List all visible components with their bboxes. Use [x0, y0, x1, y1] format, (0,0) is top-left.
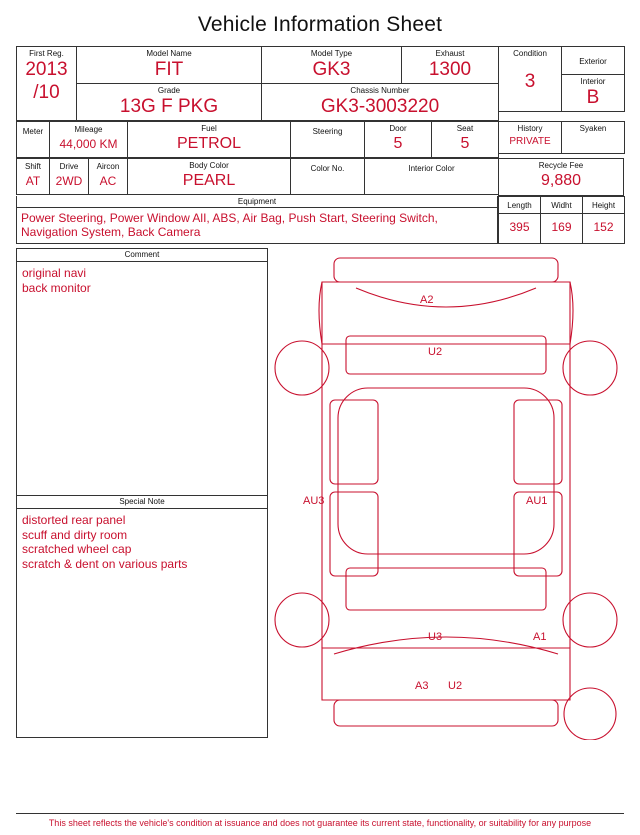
- special-note-label: Special Note: [17, 496, 267, 509]
- table-row: [499, 213, 625, 243]
- equipment-label: Equipment: [17, 196, 497, 208]
- exhaust-label: Exhaust: [435, 49, 465, 58]
- recycle-fee-label: Recycle Fee: [538, 161, 584, 170]
- table-row: [499, 47, 625, 75]
- header-left: [16, 46, 498, 121]
- fuel-label: Fuel: [201, 124, 217, 133]
- condition-value: 3: [524, 71, 536, 92]
- first-reg-year: 2013: [25, 59, 68, 80]
- special-note-line: scratch & dent on various parts: [22, 556, 188, 571]
- dimensions-table: [498, 196, 625, 244]
- diagram-mark-au3: AU3: [303, 495, 325, 507]
- width-label: Widht: [551, 200, 572, 210]
- table-row: [17, 84, 499, 121]
- first-reg-label: First Reg.: [29, 49, 64, 58]
- vehicle-diagram-column: [268, 248, 624, 740]
- spec-row-2-right: [498, 121, 625, 154]
- meter-label: Meter: [22, 126, 44, 136]
- spec-row-2-left: [16, 121, 499, 158]
- header-right: [498, 46, 624, 121]
- equipment-text: Power Steering, Power Window AlI, ABS, Air Bag, Push Start, Steering Switch, Navigation System, Back Camera: [21, 211, 438, 239]
- comment-line: back monitor: [22, 280, 91, 295]
- diagram-mark-a2: A2: [420, 294, 434, 306]
- footer-disclaimer: This sheet reflects the vehicle's condition at issuance and does not guarantee its current state, functionality, or suitability for any purpose: [16, 813, 624, 829]
- table-row: [499, 197, 625, 214]
- chassis-label: Chassis Number: [350, 86, 410, 95]
- header-block: [16, 46, 624, 121]
- fuel-value: PETROL: [176, 135, 241, 152]
- interior-color-label: Interior Color: [408, 163, 455, 173]
- equipment-row: [16, 196, 624, 244]
- special-note-line: scuff and dirty room: [22, 527, 128, 542]
- comment-panel: [16, 248, 268, 496]
- diagram-mark-u3: U3: [428, 631, 443, 643]
- first-reg-month: /10: [33, 82, 60, 103]
- condition-table: [498, 46, 625, 112]
- comment-body: [17, 262, 267, 299]
- body-color-label: Body Color: [189, 161, 229, 170]
- height-label: Height: [591, 200, 616, 210]
- table-row: [17, 47, 499, 84]
- diagram-mark-u2: U2: [428, 346, 443, 358]
- comment-label: Comment: [17, 249, 267, 262]
- spec-row-3-left: [16, 158, 499, 195]
- special-note-line: distorted rear panel: [22, 513, 126, 527]
- body-color-value: PEARL: [182, 172, 236, 189]
- special-note-body: [17, 509, 267, 575]
- recycle-fee-table: [498, 158, 624, 196]
- width-value: 169: [551, 220, 572, 235]
- page-title: Vehicle Information Sheet: [197, 13, 443, 36]
- diagram-mark-u2-rear: U2: [448, 680, 463, 692]
- door-value: 5: [393, 135, 403, 152]
- header-left-table: [16, 46, 499, 121]
- table-row: [17, 122, 499, 158]
- vehicle-diagram: [268, 248, 624, 740]
- aircon-label: Aircon: [96, 162, 120, 171]
- mileage-label: Mileage: [74, 125, 103, 134]
- history-label: History: [517, 124, 543, 133]
- spec-row-2: [16, 121, 624, 158]
- seat-value: 5: [460, 135, 470, 152]
- model-type-value: GK3: [312, 59, 351, 80]
- diagram-mark-a3: A3: [415, 680, 429, 692]
- exhaust-value: 1300: [428, 59, 472, 80]
- condition-label: Condition: [513, 49, 547, 58]
- exterior-label: Exterior: [579, 56, 607, 66]
- shift-value: AT: [25, 174, 41, 188]
- grade-label: Grade: [157, 86, 181, 95]
- door-label: Door: [389, 124, 407, 133]
- steering-label: Steering: [312, 126, 343, 136]
- interior-label: Interior: [580, 77, 606, 86]
- history-value: PRIVATE: [509, 136, 551, 147]
- notes-column: [16, 248, 268, 740]
- comment-line: original navi: [22, 266, 87, 280]
- seat-label: Seat: [456, 124, 474, 133]
- bottom-block: [16, 248, 624, 740]
- vehicle-outline-svg: [268, 248, 624, 740]
- special-note-panel: [16, 496, 268, 738]
- mileage-value: 44,000 KM: [59, 137, 118, 151]
- length-label: Length: [507, 200, 532, 210]
- interior-value: B: [586, 87, 600, 108]
- special-note-line: scratched wheel cap: [22, 542, 132, 556]
- equipment-box: [16, 196, 498, 244]
- grade-value: 13G F PKG: [119, 96, 219, 117]
- table-row: [499, 122, 625, 154]
- spec-row-3: [16, 158, 624, 196]
- shift-label: Shift: [24, 162, 41, 171]
- model-name-value: FIT: [154, 59, 184, 80]
- model-name-label: Model Name: [146, 49, 192, 58]
- aircon-value: AC: [99, 174, 117, 188]
- color-no-label: Color No.: [310, 163, 345, 173]
- height-value: 152: [593, 220, 614, 235]
- drive-value: 2WD: [55, 174, 83, 188]
- diagram-mark-au1: AU1: [526, 495, 548, 507]
- chassis-value: GK3-3003220: [320, 96, 440, 117]
- recycle-fee-value: 9,880: [540, 172, 582, 189]
- model-type-label: Model Type: [310, 49, 353, 58]
- diagram-mark-a1: A1: [533, 631, 547, 643]
- syaken-label: Syaken: [579, 124, 607, 133]
- table-row: [17, 159, 499, 195]
- length-value: 395: [509, 220, 530, 235]
- table-row: [499, 159, 624, 196]
- drive-label: Drive: [59, 162, 79, 171]
